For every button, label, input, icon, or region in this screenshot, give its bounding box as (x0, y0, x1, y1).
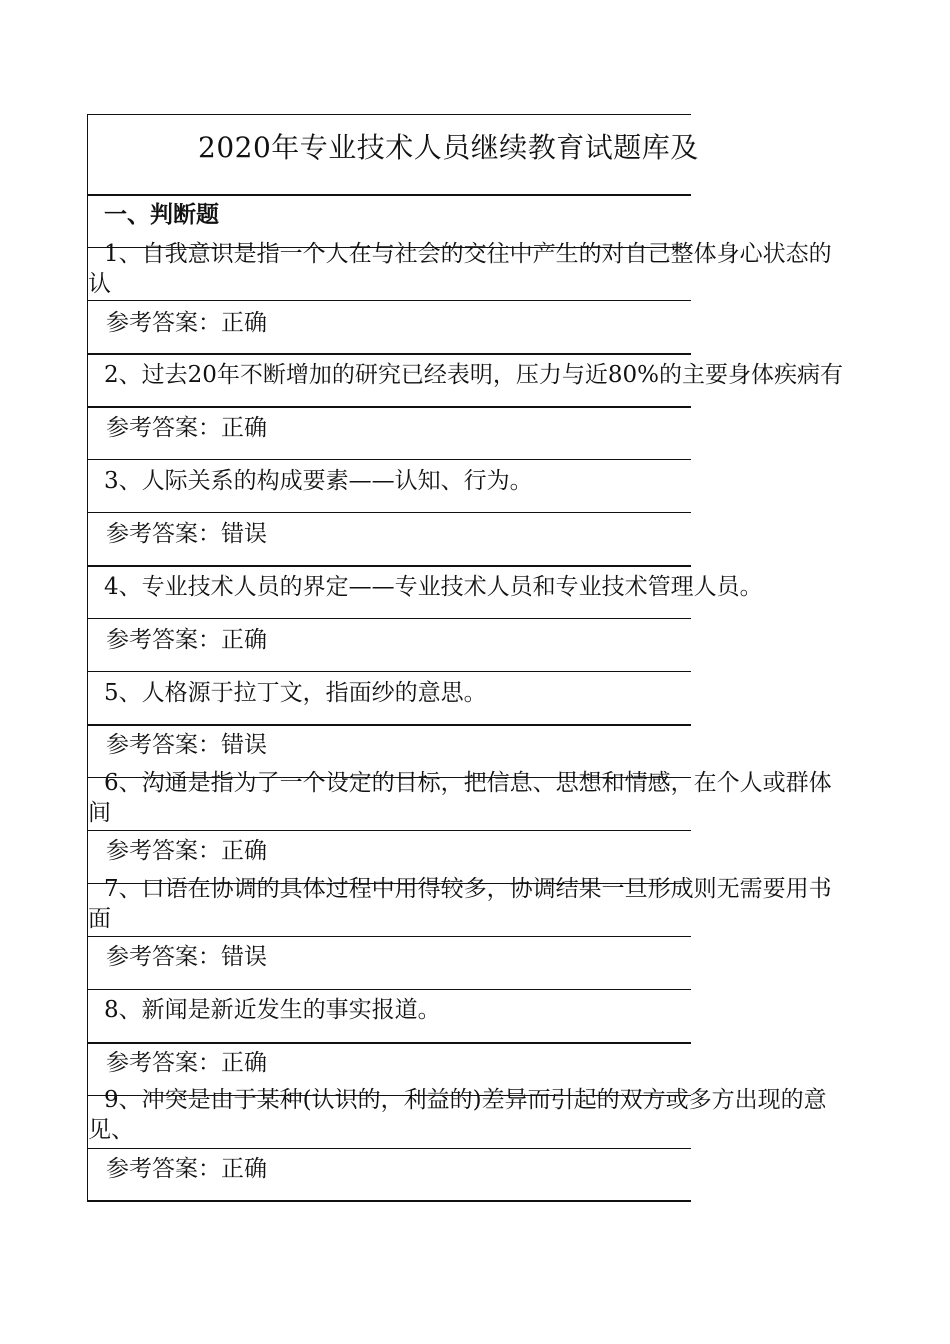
question-line-wrap: 认 (88, 271, 111, 297)
row-divider (88, 300, 691, 301)
answer-value: 错误 (221, 944, 267, 970)
row-divider (88, 936, 691, 937)
question-text (88, 239, 832, 299)
question-line: 1、自我意识是指一个人在与社会的交往中产生的对自己整体身心状态的 (104, 241, 832, 267)
answer-row (106, 942, 267, 972)
row-divider (88, 194, 691, 196)
question-text (88, 768, 832, 828)
row-divider (88, 671, 691, 672)
row-divider (88, 353, 691, 355)
row-divider (88, 565, 691, 567)
row-divider (88, 512, 691, 513)
answer-value: 正确 (221, 1050, 267, 1076)
answer-row (106, 1048, 267, 1078)
answer-value: 正确 (221, 627, 267, 653)
answer-prefix: 参考答案： (106, 415, 221, 441)
answer-row (106, 1154, 267, 1184)
question-text (104, 360, 843, 390)
table-border-top (88, 114, 691, 115)
answer-row (106, 730, 267, 760)
answer-row (106, 836, 267, 866)
answer-prefix: 参考答案： (106, 521, 221, 547)
row-divider (88, 724, 691, 726)
answer-row (106, 519, 267, 549)
answer-row (106, 308, 267, 338)
question-line-wrap: 见、 (88, 1117, 134, 1143)
question-line: 9、冲突是由于某种(认识的，利益的)差异而引起的双方或多方出现的意 (104, 1087, 827, 1113)
table-border-bottom (88, 1200, 691, 1202)
question-line: 2、过去20年不断增加的研究已经表明，压力与近80%的主要身体疾病有 (104, 362, 844, 388)
question-text (104, 572, 763, 602)
answer-row (106, 413, 267, 443)
row-divider (88, 830, 691, 831)
question-text (104, 678, 487, 708)
question-line: 6、沟通是指为了一个设定的目标，把信息、思想和情感，在个人或群体 (104, 770, 832, 796)
answer-prefix: 参考答案： (106, 944, 221, 970)
row-divider (88, 989, 691, 990)
answer-value: 正确 (221, 1156, 267, 1182)
answer-value: 错误 (221, 521, 267, 547)
question-line-wrap: 间 (88, 800, 111, 826)
question-line-wrap: 面 (88, 906, 111, 932)
row-divider (88, 1148, 691, 1149)
question-line: 7、口语在协调的具体过程中用得较多，协调结果一旦形成则无需要用书 (104, 876, 832, 902)
answer-value: 正确 (221, 838, 267, 864)
row-divider (88, 459, 691, 460)
section-heading: 一、判断题 (104, 202, 219, 228)
answer-prefix: 参考答案： (106, 310, 221, 336)
question-sheet (87, 114, 844, 1202)
row-divider (88, 1042, 691, 1044)
answer-prefix: 参考答案： (106, 627, 221, 653)
answer-value: 错误 (221, 732, 267, 758)
question-line: 5、人格源于拉丁文，指面纱的意思。 (104, 680, 487, 706)
question-text (104, 995, 441, 1025)
answer-prefix: 参考答案： (106, 1156, 221, 1182)
row-divider (88, 618, 691, 619)
question-line: 4、专业技术人员的界定——专业技术人员和专业技术管理人员。 (104, 574, 763, 600)
row-divider (88, 406, 691, 408)
answer-value: 正确 (221, 415, 267, 441)
answer-value: 正确 (221, 310, 267, 336)
answer-row (106, 625, 267, 655)
question-text (88, 874, 832, 934)
answer-prefix: 参考答案： (106, 1050, 221, 1076)
document-title: 2020年专业技术人员继续教育试题库及 (198, 131, 699, 164)
answer-prefix: 参考答案： (106, 732, 221, 758)
answer-prefix: 参考答案： (106, 838, 221, 864)
question-text (104, 466, 533, 496)
question-line: 3、人际关系的构成要素——认知、行为。 (104, 468, 533, 494)
question-line: 8、新闻是新近发生的事实报道。 (104, 997, 441, 1023)
question-text (88, 1085, 827, 1145)
